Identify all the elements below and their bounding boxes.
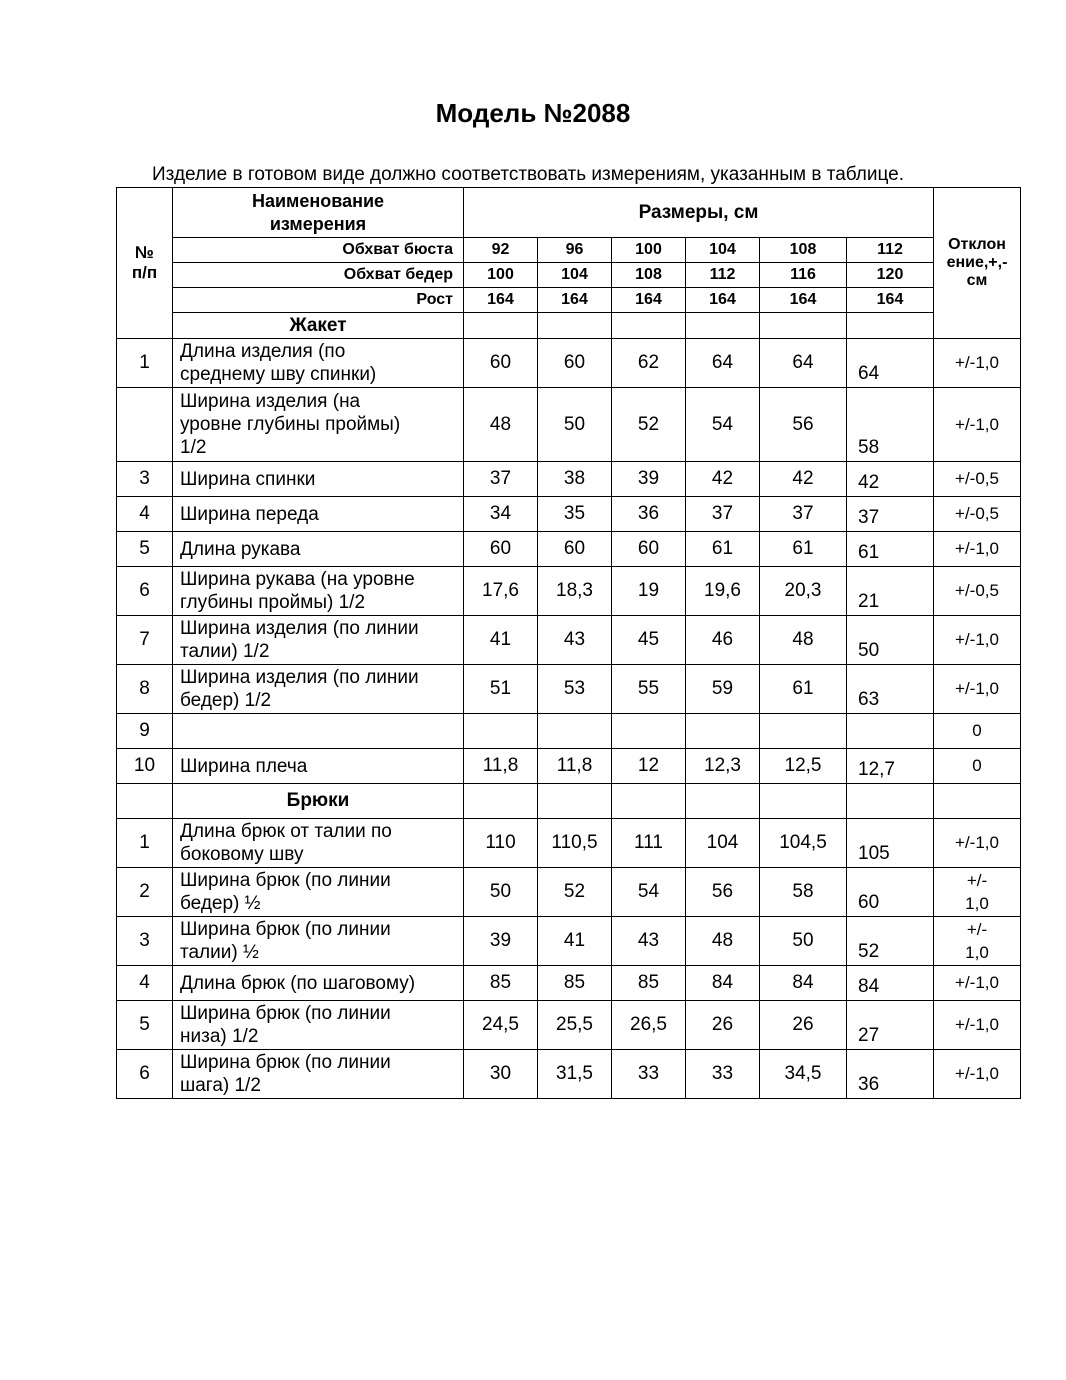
size-value: 104: [686, 819, 760, 868]
measurement-name: Ширина брюк (по линии шага) 1/2: [173, 1050, 464, 1099]
deviation-value: +/- 1,0: [934, 868, 1021, 917]
size-value: 33: [612, 1050, 686, 1099]
measurement-name: Ширина изделия (по линии бедер) 1/2: [173, 665, 464, 714]
size-value: 43: [612, 917, 686, 966]
header-size-value: 164: [612, 288, 686, 313]
document-subtitle: Изделие в готовом виде должно соответствовать измерениям, указанным в таблице.: [152, 164, 905, 185]
size-value: 37: [847, 497, 934, 532]
size-value: 50: [760, 917, 847, 966]
size-value: 33: [686, 1050, 760, 1099]
measurement-name: Длина изделия (по среднему шву спинки): [173, 339, 464, 388]
document-title: Модель №2088: [435, 98, 631, 128]
size-value: 61: [760, 532, 847, 567]
deviation-value: +/-1,0: [934, 665, 1021, 714]
size-value: 18,3: [538, 567, 612, 616]
row-number: 7: [117, 616, 173, 665]
size-value: 111: [612, 819, 686, 868]
size-value: 56: [686, 868, 760, 917]
deviation-value: +/-1,0: [934, 388, 1021, 462]
header-size-value: 112: [847, 238, 934, 263]
size-value: 34: [464, 497, 538, 532]
size-value: 42: [760, 462, 847, 497]
size-value: [464, 714, 538, 749]
size-value: 19,6: [686, 567, 760, 616]
size-value: 26: [686, 1001, 760, 1050]
section-title: Жакет: [173, 313, 464, 339]
measurement-table: [116, 187, 1021, 1099]
table-row: [117, 966, 1021, 1001]
size-value: 41: [538, 917, 612, 966]
table-row: [117, 1050, 1021, 1099]
row-number: 8: [117, 665, 173, 714]
row-number: 3: [117, 917, 173, 966]
size-value: 61: [760, 665, 847, 714]
table-row: [117, 868, 1021, 917]
empty-cell: [847, 313, 934, 339]
header-size-value: 164: [464, 288, 538, 313]
size-value: 52: [612, 388, 686, 462]
size-value: 39: [612, 462, 686, 497]
measurement-name: Ширина плеча: [173, 749, 464, 784]
size-value: 50: [847, 616, 934, 665]
size-value: 37: [760, 497, 847, 532]
size-value: 54: [612, 868, 686, 917]
header-size-value: 104: [538, 263, 612, 288]
size-value: 31,5: [538, 1050, 612, 1099]
size-value: 36: [612, 497, 686, 532]
size-value: [612, 714, 686, 749]
deviation-value: +/-1,0: [934, 1001, 1021, 1050]
measurement-name: Ширина рукава (на уровне глубины проймы) 1/2: [173, 567, 464, 616]
size-value: 11,8: [464, 749, 538, 784]
deviation-value: 0: [934, 714, 1021, 749]
deviation-value: +/-1,0: [934, 966, 1021, 1001]
size-value: 63: [847, 665, 934, 714]
row-number: [117, 388, 173, 462]
empty-cell: [686, 313, 760, 339]
size-value: 24,5: [464, 1001, 538, 1050]
deviation-value: +/-1,0: [934, 819, 1021, 868]
section-row: [117, 313, 1021, 339]
header-name-cell: Наименование измерения: [173, 188, 464, 238]
size-value: 105: [847, 819, 934, 868]
size-value: 12,5: [760, 749, 847, 784]
header-size-value: 116: [760, 263, 847, 288]
header-size-value: 164: [686, 288, 760, 313]
header-size-value: 112: [686, 263, 760, 288]
header-param-row: [117, 288, 1021, 313]
size-value: 11,8: [538, 749, 612, 784]
size-value: 58: [760, 868, 847, 917]
size-value: 41: [464, 616, 538, 665]
size-value: 64: [686, 339, 760, 388]
deviation-value: +/-1,0: [934, 1050, 1021, 1099]
empty-cell: [612, 784, 686, 819]
empty-cell: [612, 313, 686, 339]
deviation-value: 0: [934, 749, 1021, 784]
size-value: 21: [847, 567, 934, 616]
deviation-value: +/-0,5: [934, 567, 1021, 616]
size-value: 84: [760, 966, 847, 1001]
empty-cell: [934, 784, 1021, 819]
size-value: [686, 714, 760, 749]
header-size-value: 164: [538, 288, 612, 313]
header-param-label: Обхват бюста: [173, 238, 464, 263]
row-number: 2: [117, 868, 173, 917]
header-sizes-cell: Размеры, см: [464, 188, 934, 238]
measurement-name: Ширина изделия (по линии талии) 1/2: [173, 616, 464, 665]
size-value: 62: [612, 339, 686, 388]
size-value: 17,6: [464, 567, 538, 616]
table-row: [117, 1001, 1021, 1050]
size-value: 56: [760, 388, 847, 462]
header-size-value: 104: [686, 238, 760, 263]
size-value: 42: [686, 462, 760, 497]
size-value: 60: [847, 868, 934, 917]
size-value: 26,5: [612, 1001, 686, 1050]
table-row: [117, 388, 1021, 462]
header-size-value: 100: [612, 238, 686, 263]
size-value: [847, 714, 934, 749]
size-value: 34,5: [760, 1050, 847, 1099]
size-value: 50: [464, 868, 538, 917]
size-value: 64: [847, 339, 934, 388]
size-value: 20,3: [760, 567, 847, 616]
deviation-value: +/- 1,0: [934, 917, 1021, 966]
section-num-cell: [117, 784, 173, 819]
table-row: [117, 665, 1021, 714]
size-value: [760, 714, 847, 749]
row-number: 4: [117, 497, 173, 532]
size-value: 51: [464, 665, 538, 714]
table-row: [117, 714, 1021, 749]
header-param-row: [117, 263, 1021, 288]
measurement-name: Длина брюк (по шаговому): [173, 966, 464, 1001]
size-value: 30: [464, 1050, 538, 1099]
measurement-name: Ширина брюк (по линии талии) ½: [173, 917, 464, 966]
deviation-value: +/-1,0: [934, 532, 1021, 567]
size-value: 12,3: [686, 749, 760, 784]
header-size-value: 96: [538, 238, 612, 263]
size-value: 61: [847, 532, 934, 567]
measurement-name: Ширина изделия (на уровне глубины проймы) 1/2: [173, 388, 464, 462]
row-number: 5: [117, 532, 173, 567]
row-number: 9: [117, 714, 173, 749]
empty-cell: [686, 784, 760, 819]
size-value: 104,5: [760, 819, 847, 868]
size-value: 84: [686, 966, 760, 1001]
empty-cell: [538, 313, 612, 339]
empty-cell: [760, 784, 847, 819]
size-value: 37: [464, 462, 538, 497]
size-value: 52: [538, 868, 612, 917]
row-number: 10: [117, 749, 173, 784]
header-deviation-cell: Отклон ение,+,- см: [934, 188, 1021, 339]
empty-cell: [760, 313, 847, 339]
header-size-value: 120: [847, 263, 934, 288]
size-value: 42: [847, 462, 934, 497]
size-value: 60: [538, 339, 612, 388]
size-value: 45: [612, 616, 686, 665]
size-value: 54: [686, 388, 760, 462]
size-value: 26: [760, 1001, 847, 1050]
table-row: [117, 532, 1021, 567]
header-size-value: 164: [760, 288, 847, 313]
size-value: 50: [538, 388, 612, 462]
size-value: 85: [612, 966, 686, 1001]
deviation-value: +/-1,0: [934, 339, 1021, 388]
size-value: 39: [464, 917, 538, 966]
size-value: 60: [464, 339, 538, 388]
table-row: [117, 749, 1021, 784]
size-value: 110,5: [538, 819, 612, 868]
table-row: [117, 567, 1021, 616]
size-value: 84: [847, 966, 934, 1001]
measurement-name: Ширина брюк (по линии низа) 1/2: [173, 1001, 464, 1050]
measurement-name: [173, 714, 464, 749]
measurement-name: Ширина спинки: [173, 462, 464, 497]
deviation-value: +/-0,5: [934, 462, 1021, 497]
row-number: 6: [117, 1050, 173, 1099]
header-row-top: [117, 188, 1021, 238]
size-value: 60: [464, 532, 538, 567]
table-row: [117, 497, 1021, 532]
header-size-value: 164: [847, 288, 934, 313]
empty-cell: [538, 784, 612, 819]
measurement-name: Длина брюк от талии по боковому шву: [173, 819, 464, 868]
empty-cell: [847, 784, 934, 819]
header-param-label: Рост: [173, 288, 464, 313]
row-number: 1: [117, 819, 173, 868]
row-number: 5: [117, 1001, 173, 1050]
size-value: 60: [612, 532, 686, 567]
size-value: 19: [612, 567, 686, 616]
empty-cell: [464, 313, 538, 339]
size-value: 85: [464, 966, 538, 1001]
measurement-name: Ширина переда: [173, 497, 464, 532]
size-value: 64: [760, 339, 847, 388]
table-row: [117, 339, 1021, 388]
measurement-name: Длина рукава: [173, 532, 464, 567]
size-value: 55: [612, 665, 686, 714]
header-param-label: Обхват бедер: [173, 263, 464, 288]
header-param-row: [117, 238, 1021, 263]
header-size-value: 108: [612, 263, 686, 288]
size-value: 12,7: [847, 749, 934, 784]
size-value: 48: [686, 917, 760, 966]
size-value: 85: [538, 966, 612, 1001]
section-row: [117, 784, 1021, 819]
deviation-value: +/-0,5: [934, 497, 1021, 532]
size-value: 36: [847, 1050, 934, 1099]
row-number: 1: [117, 339, 173, 388]
size-value: [538, 714, 612, 749]
deviation-value: +/-1,0: [934, 616, 1021, 665]
section-title: Брюки: [173, 784, 464, 819]
empty-cell: [464, 784, 538, 819]
size-value: 27: [847, 1001, 934, 1050]
size-value: 60: [538, 532, 612, 567]
header-size-value: 108: [760, 238, 847, 263]
row-number: 6: [117, 567, 173, 616]
table-row: [117, 616, 1021, 665]
header-size-value: 92: [464, 238, 538, 263]
size-value: 43: [538, 616, 612, 665]
size-value: 58: [847, 388, 934, 462]
size-value: 37: [686, 497, 760, 532]
size-value: 12: [612, 749, 686, 784]
size-value: 38: [538, 462, 612, 497]
table-row: [117, 819, 1021, 868]
size-value: 35: [538, 497, 612, 532]
header-num-cell: № п/п: [117, 188, 173, 339]
size-value: 48: [760, 616, 847, 665]
size-value: 61: [686, 532, 760, 567]
table-row: [117, 917, 1021, 966]
row-number: 3: [117, 462, 173, 497]
table-row: [117, 462, 1021, 497]
size-value: 46: [686, 616, 760, 665]
table-body: [117, 188, 1021, 1099]
header-size-value: 100: [464, 263, 538, 288]
size-value: 25,5: [538, 1001, 612, 1050]
row-number: 4: [117, 966, 173, 1001]
measurement-name: Ширина брюк (по линии бедер) ½: [173, 868, 464, 917]
size-value: 110: [464, 819, 538, 868]
size-value: 52: [847, 917, 934, 966]
size-value: 59: [686, 665, 760, 714]
size-value: 48: [464, 388, 538, 462]
size-value: 53: [538, 665, 612, 714]
